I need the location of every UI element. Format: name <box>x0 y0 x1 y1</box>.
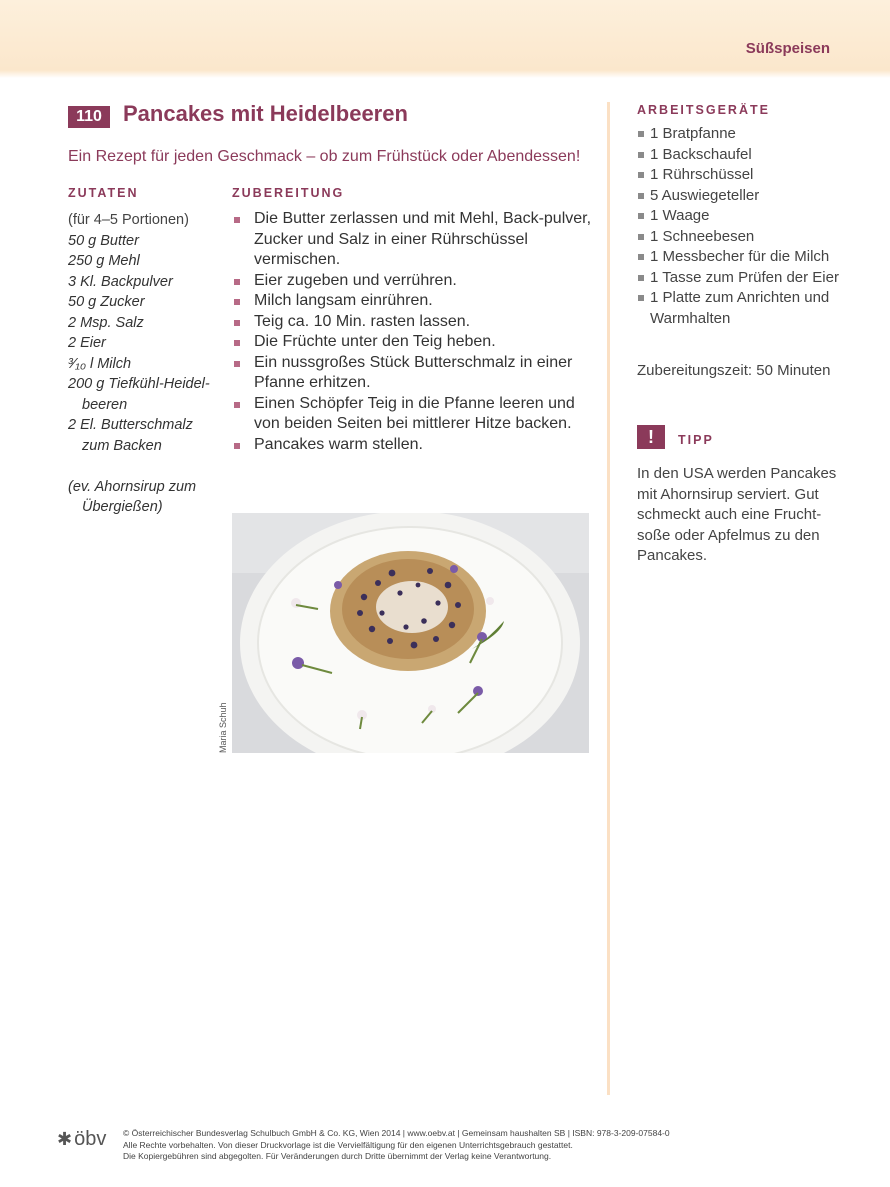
bullet-icon <box>638 275 644 281</box>
recipe-title: Pancakes mit Heidelbeeren <box>123 101 408 126</box>
tool-item <box>637 186 857 207</box>
tip-heading: TIPP <box>678 433 714 447</box>
ingredient-item: ³⁄₁₀ l Milch <box>68 355 132 372</box>
copyright-line: © Österreichischer Bundesverlag Schulbuch GmbH & Co. KG, Wien 2014 | www.oebv.at | Gemeinsam haushalten SB | ISBN: 978-3-209-07584-0 <box>123 1128 670 1138</box>
tool-text: 1 Messbecher für die Milch <box>650 248 830 265</box>
copyright-notice <box>123 1128 823 1163</box>
exclamation-icon: ! <box>637 425 665 449</box>
recipe-subtitle: Ein Rezept für jeden Geschmack – ob zum Frühstück oder Abendessen! <box>68 148 581 165</box>
column-divider <box>607 102 610 1095</box>
bullet-icon <box>638 234 644 240</box>
copyright-line: Alle Rechte vorbehalten. Von dieser Druckvorlage ist die Vervielfältigung für den eigenen Unterrichtsgebrauch gestattet. <box>123 1139 573 1150</box>
recipe-number: 110 <box>68 106 110 128</box>
tools-section <box>637 103 857 329</box>
header-band <box>0 0 890 78</box>
ingredient-item: 2 El. Butterschmalz <box>68 417 193 433</box>
tool-text: 1 Backschaufel <box>650 145 752 163</box>
ingredient-item: 2 Msp. Salz <box>68 314 144 331</box>
tool-text: 1 Bratpfanne <box>650 125 736 142</box>
bullet-icon <box>234 217 240 223</box>
step-text: Ein nussgroßes Stück Butterschmalz in einer Pfanne erhitzen. <box>254 353 573 391</box>
publisher-logo <box>57 1128 106 1151</box>
bullet-icon <box>234 320 240 326</box>
preparation-heading: ZUBEREITUNG <box>232 186 345 200</box>
bullet-icon <box>234 279 240 285</box>
step-text: Eier zugeben und verrühren. <box>254 271 457 289</box>
ingredient-item: 200 g Tiefkühl-Heidel- <box>68 376 210 392</box>
tool-text: 1 Rührschüssel <box>650 166 754 183</box>
ingredient-item: 3 Kl. Backpulver <box>68 273 173 290</box>
tool-item <box>637 247 857 268</box>
preparation-section <box>232 186 597 455</box>
ingredient-item: 2 Eier <box>68 335 106 351</box>
ingredient-optional-continued: Übergießen) <box>82 499 163 515</box>
bullet-icon <box>234 443 240 449</box>
step-text: Die Butter zerlassen und mit Mehl, Back-pulver, Zucker und Salz in einer Rührschüssel vermischen. <box>254 210 592 268</box>
ingredient-item-continued: beeren <box>82 396 128 413</box>
bullet-icon <box>638 193 644 199</box>
ingredient-item: 250 g Mehl <box>68 253 140 269</box>
ingredient-item-continued: zum Backen <box>82 437 162 454</box>
tool-item <box>637 288 857 329</box>
portion-info: (für 4–5 Portionen) <box>68 212 189 228</box>
bullet-icon <box>638 131 644 137</box>
preparation-step <box>232 332 597 353</box>
tool-item <box>637 124 857 145</box>
tool-text: 1 Schneebesen <box>650 227 755 245</box>
star-icon: ✱ <box>57 1129 73 1149</box>
preparation-step <box>232 394 597 435</box>
pancake-illustration <box>232 513 589 753</box>
bullet-icon <box>638 172 644 178</box>
logo-text: öbv <box>74 1128 107 1150</box>
bullet-icon <box>234 340 240 346</box>
section-label: Süßspeisen <box>745 40 830 57</box>
preparation-step <box>232 291 597 312</box>
tool-text: 1 Tasse zum Prüfen der Eier <box>650 268 839 286</box>
tool-item <box>637 165 857 186</box>
bullet-icon <box>234 402 240 408</box>
ingredient-spacer <box>68 456 228 477</box>
step-text: Pancakes warm stellen. <box>254 435 423 453</box>
tool-item <box>637 227 857 248</box>
tool-text: 1 Platte zum Anrichten und Warmhalten <box>650 289 830 327</box>
tools-heading: ARBEITSGERÄTE <box>637 103 770 117</box>
tool-text: 5 Auswiegeteller <box>650 186 760 204</box>
ingredient-optional: (ev. Ahornsirup zum <box>68 478 197 495</box>
tip-text: In den USA werden Pancakes mit Ahornsirup serviert. Gut schmeckt auch eine Frucht-soße oder Apfelmus zu den Pancakes. <box>637 465 837 564</box>
preparation-time: Zubereitungszeit: 50 Minuten <box>637 362 831 379</box>
preparation-step <box>232 271 597 292</box>
ingredients-section <box>68 186 228 518</box>
preparation-step <box>232 209 597 271</box>
preparation-step <box>232 435 597 456</box>
tool-item <box>637 145 857 166</box>
ingredient-item: 50 g Butter <box>68 232 139 249</box>
preparation-step <box>232 312 597 333</box>
bullet-icon <box>638 213 644 219</box>
photo-credit: Maria Schuh <box>218 702 228 753</box>
copyright-line: Die Kopiergebühren sind abgegolten. Für Veränderungen durch Dritte übernimmt der Verlag keine Verantwortung. <box>123 1151 552 1161</box>
tool-text: 1 Waage <box>650 207 710 224</box>
pancake-photo <box>232 513 589 753</box>
preparation-step <box>232 353 597 394</box>
bullet-icon <box>234 299 240 305</box>
bullet-icon <box>638 254 644 260</box>
tool-item <box>637 268 857 289</box>
bullet-icon <box>234 361 240 367</box>
step-text: Einen Schöpfer Teig in die Pfanne leeren und von beiden Seiten bei mittlerer Hitze backen. <box>254 394 575 432</box>
step-text: Milch langsam einrühren. <box>254 292 433 309</box>
bullet-icon <box>638 152 644 158</box>
tool-item <box>637 206 857 227</box>
ingredient-item: 50 g Zucker <box>68 294 145 310</box>
step-text: Die Früchte unter den Teig heben. <box>254 333 496 350</box>
bullet-icon <box>638 295 644 301</box>
step-text: Teig ca. 10 Min. rasten lassen. <box>254 312 471 330</box>
ingredients-heading: ZUTATEN <box>68 186 139 200</box>
